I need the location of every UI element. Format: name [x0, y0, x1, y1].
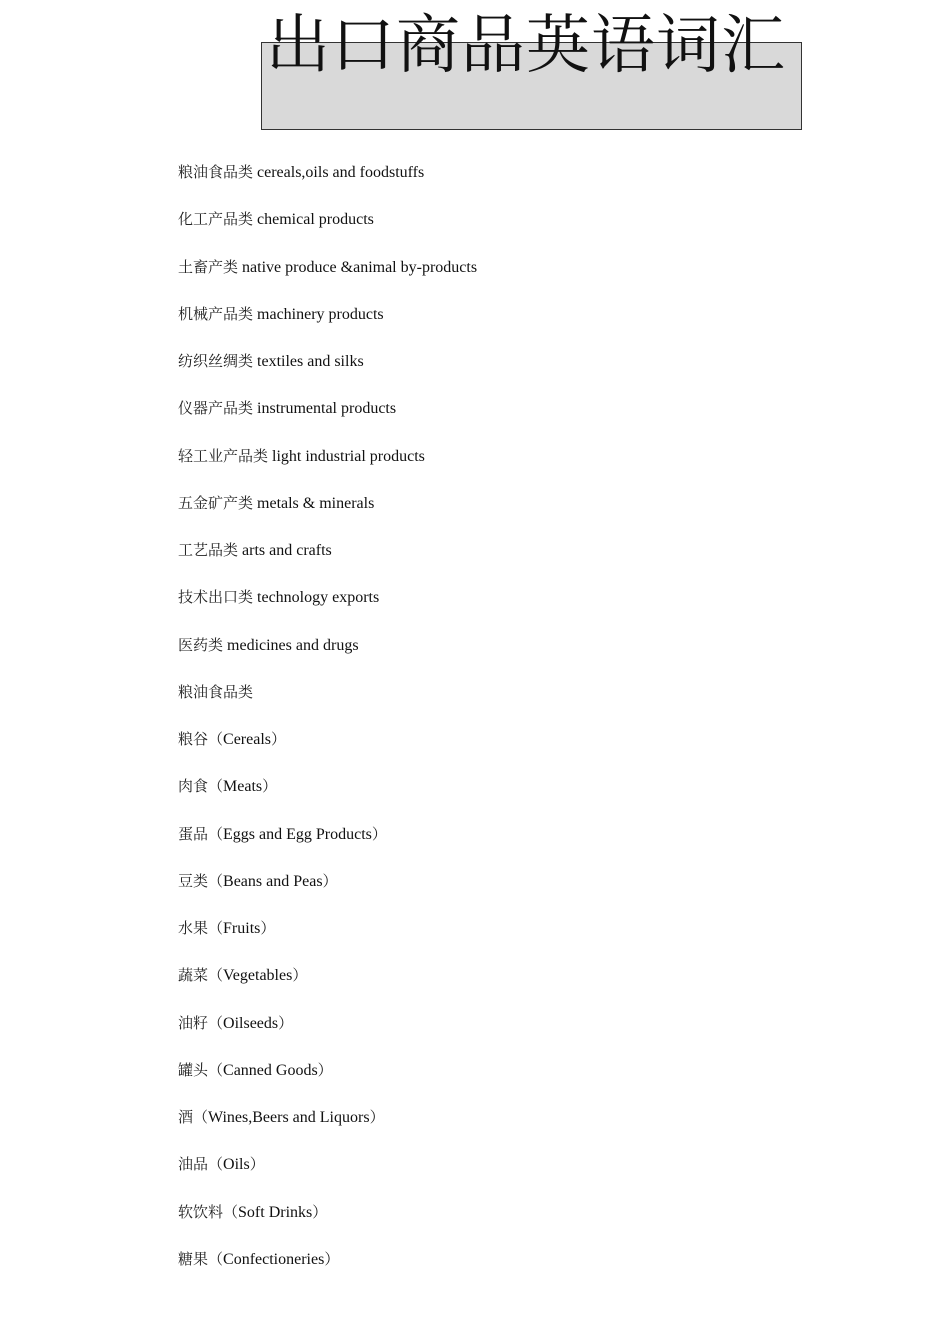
item-chinese: 蛋品（	[178, 824, 224, 843]
item-chinese: 五金矿产类	[178, 493, 254, 512]
list-item	[178, 963, 477, 1010]
item-close-paren: ）	[371, 824, 387, 843]
item-english: Meats	[223, 778, 263, 796]
item-chinese: 粮油食品类	[178, 163, 254, 181]
item-english: Canned Goods	[223, 1061, 318, 1079]
item-english: Cereals	[223, 731, 271, 748]
item-close-paren: ）	[260, 919, 276, 937]
list-item	[178, 538, 477, 585]
item-english: chemical products	[253, 211, 374, 229]
list-item	[178, 302, 477, 349]
item-chinese: 土畜产类	[178, 257, 239, 276]
item-chinese: 纺织丝绸类	[178, 352, 254, 370]
list-item	[178, 1058, 477, 1105]
item-english: instrumental products	[253, 400, 397, 418]
item-close-paren: ）	[249, 1155, 265, 1174]
item-chinese: 轻工业产品类	[178, 446, 269, 465]
item-english: light industrial products	[268, 447, 425, 465]
list-item	[178, 1152, 477, 1199]
item-english: Soft Drinks	[238, 1203, 313, 1221]
list-item	[178, 1105, 477, 1152]
item-english: cereals,oils and foodstuffs	[253, 164, 425, 181]
item-chinese: 油品（	[178, 1155, 224, 1174]
item-english: Confectioneries	[223, 1250, 325, 1268]
item-close-paren: ）	[369, 1108, 385, 1126]
list-item	[178, 585, 477, 632]
section-heading-text: 粮油食品类	[178, 682, 254, 701]
item-close-paren: ）	[312, 1202, 328, 1221]
list-item	[178, 491, 477, 538]
item-chinese: 油籽（	[178, 1013, 224, 1032]
list-item	[178, 396, 477, 443]
item-english: metals & minerals	[253, 494, 375, 512]
section-heading	[178, 680, 477, 727]
list-item	[178, 1200, 477, 1247]
list-item	[178, 1011, 477, 1058]
item-english: Eggs and Egg Products	[223, 825, 372, 843]
item-english: textiles and silks	[253, 353, 364, 370]
item-chinese: 肉食（	[178, 777, 224, 796]
item-english: Vegetables	[223, 967, 293, 985]
list-item	[178, 1247, 477, 1294]
list-item	[178, 869, 477, 916]
item-chinese: 医药类	[178, 635, 224, 654]
item-chinese: 水果（	[178, 919, 224, 937]
item-chinese: 蔬菜（	[178, 966, 224, 985]
list-item	[178, 160, 477, 207]
item-english: Oilseeds	[223, 1014, 279, 1032]
item-english: technology exports	[253, 589, 380, 607]
vocabulary-list	[178, 160, 477, 1294]
item-english: Oils	[223, 1156, 250, 1174]
list-item	[178, 916, 477, 963]
item-chinese: 酒（	[178, 1108, 209, 1126]
item-close-paren: ）	[317, 1060, 333, 1079]
list-item	[178, 727, 477, 774]
item-chinese: 机械产品类	[178, 304, 254, 323]
item-chinese: 技术出口类	[178, 588, 254, 607]
item-close-paren: ）	[322, 871, 338, 890]
list-item	[178, 822, 477, 869]
item-chinese: 化工产品类	[178, 210, 254, 229]
item-close-paren: ）	[278, 1013, 294, 1032]
item-chinese: 粮谷（	[178, 730, 224, 748]
page-title: 出口商品英语词汇	[266, 9, 786, 83]
item-close-paren: ）	[292, 966, 308, 985]
item-english: Beans and Peas	[223, 872, 323, 890]
item-close-paren: ）	[324, 1249, 340, 1268]
item-english: native produce &animal by-products	[238, 258, 478, 276]
item-close-paren: ）	[262, 777, 278, 796]
item-english: arts and crafts	[238, 542, 332, 559]
list-item	[178, 633, 477, 680]
item-english: machinery products	[253, 305, 384, 323]
item-chinese: 软饮料（	[178, 1202, 239, 1221]
item-english: Fruits	[223, 920, 261, 937]
item-close-paren: ）	[271, 730, 287, 748]
item-chinese: 工艺品类	[178, 541, 239, 559]
item-chinese: 仪器产品类	[178, 399, 254, 418]
item-chinese: 罐头（	[178, 1060, 224, 1079]
item-english: medicines and drugs	[223, 636, 359, 654]
item-chinese: 糖果（	[178, 1249, 224, 1268]
list-item	[178, 255, 477, 302]
list-item	[178, 349, 477, 396]
item-english: Wines,Beers and Liquors	[208, 1109, 370, 1126]
list-item	[178, 444, 477, 491]
item-chinese: 豆类（	[178, 871, 224, 890]
list-item	[178, 774, 477, 821]
list-item	[178, 207, 477, 254]
